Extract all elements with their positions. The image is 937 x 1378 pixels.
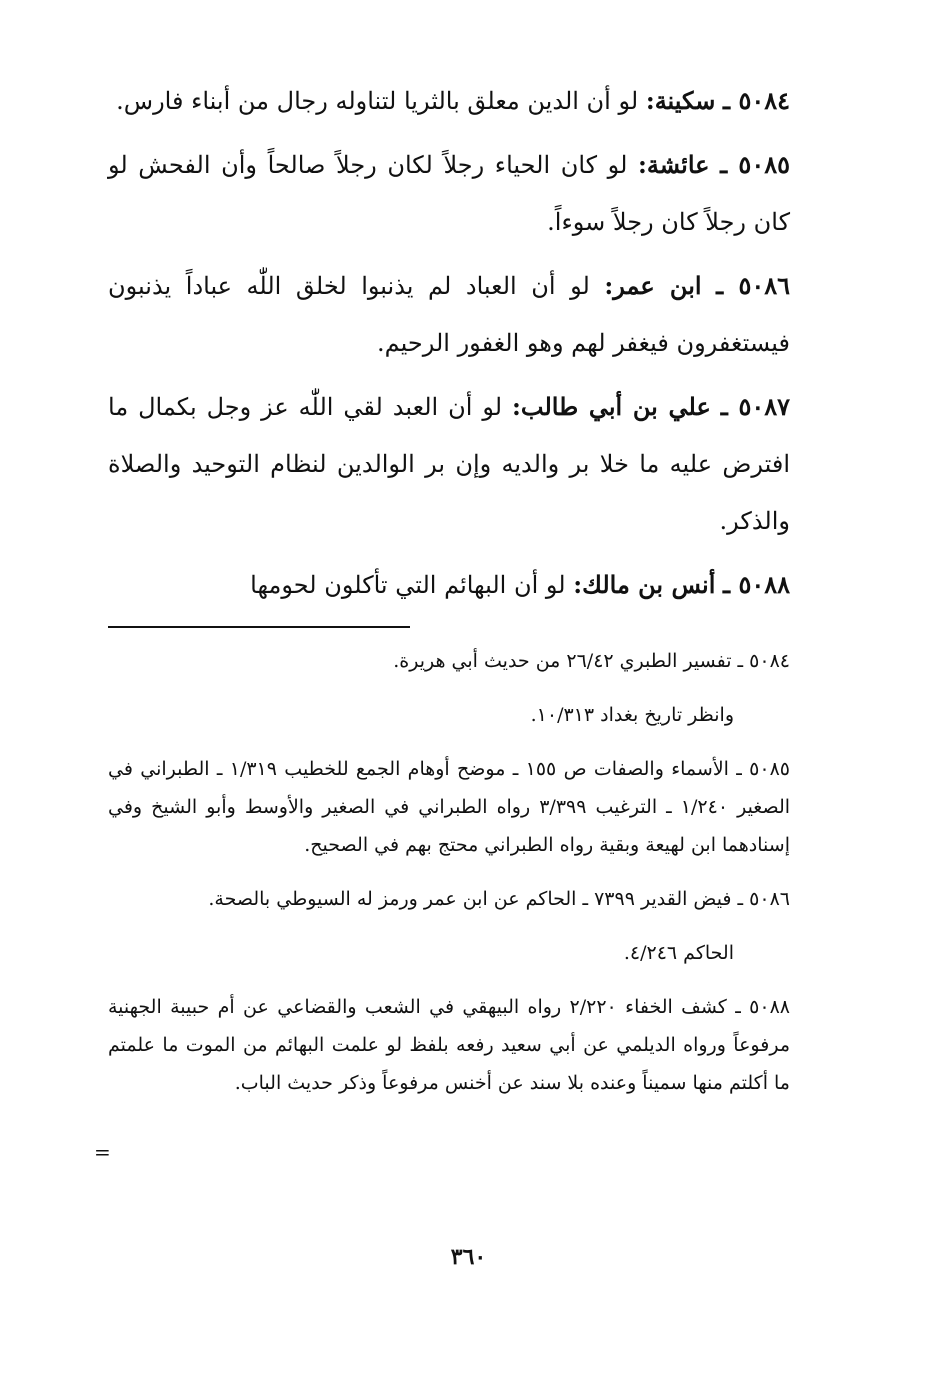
footnote-5084-continuation <box>108 696 790 734</box>
footnote-5084 <box>108 642 790 680</box>
footnote-text: ـ كشف الخفاء ٢/٢٢٠ رواه البيهقي في الشعب والقضاعي عن أم حبيبة الجهنية مرفوعاً ورواه الديلمي عن أبي سعيد رفعه بلفظ لو علمت البهائم من الموت ما علمتم ما أكلتم منها سميناً وعنده بلا سند عن أخنس مرفوعاً وذكر حديث الباب. <box>108 996 790 1094</box>
entry-number: ٥٠٨٥ ـ <box>720 150 790 179</box>
footnotes <box>108 642 790 1102</box>
page-number: ٣٦٠ <box>450 1244 487 1270</box>
footnote-text: ـ تفسير الطبري ٢٦/٤٢ من حديث أبي هريرة. <box>393 650 750 672</box>
footnote-5088 <box>108 988 790 1102</box>
footnote-text: ـ فيض القدير ٧٣٩٩ ـ الحاكم عن ابن عمر ورمز له السيوطي بالصحة. <box>208 888 750 910</box>
entry-text: لو كان الحياء رجلاً لكان رجلاً صالحاً وأن الفحش لو كان رجلاً كان رجلاً سوءاً. <box>108 151 790 236</box>
entry-number: ٥٠٨٨ ـ <box>723 570 790 599</box>
entry-text: لو أن الدين معلق بالثريا لتناوله رجال من أبناء فارس. <box>116 87 646 115</box>
footnote-5086 <box>108 880 790 918</box>
footnote-number: ٥٠٨٨ <box>749 996 790 1018</box>
entry-number: ٥٠٨٧ ـ <box>720 392 790 421</box>
footnote-5086-continuation <box>108 934 790 972</box>
footnote-number: ٥٠٨٥ <box>749 758 790 780</box>
footnote-text: وانظر تاريخ بغداد ١٠/٣١٣. <box>530 704 734 726</box>
entry-number: ٥٠٨٤ ـ <box>723 86 790 115</box>
footnote-number: ٥٠٨٤ <box>749 650 790 672</box>
entry-narrator: علي بن أبي طالب: <box>512 392 711 421</box>
entry-5084 <box>108 72 790 130</box>
entry-narrator: عائشة: <box>638 150 710 179</box>
footnote-5085 <box>108 750 790 864</box>
entry-narrator: أنس بن مالك: <box>573 570 716 599</box>
footnote-text: الحاكم ٤/٢٤٦. <box>623 942 734 964</box>
footnote-number: ٥٠٨٦ <box>749 888 790 910</box>
document-page <box>108 72 790 1118</box>
entry-text: لو أن البهائم التي تأكلون لحومها <box>250 571 574 599</box>
footnote-divider <box>108 626 410 628</box>
entry-narrator: ابن عمر: <box>604 271 702 300</box>
entry-5085 <box>108 136 790 251</box>
entry-narrator: سكينة: <box>645 86 716 115</box>
entry-text: لو أن العباد لم يذنبوا لخلق اللّٰه عباداً يذنبون فيستغفرون فيغفر لهم وهو الغفور الرحيم. <box>108 272 790 357</box>
footnote-text: ـ الأسماء والصفات ص ١٥٥ ـ موضح أوهام الجمع للخطيب ١/٣١٩ ـ الطبراني في الصغير ١/٢٤٠ ـ الترغيب ٣/٣٩٩ رواه الطبراني في الصغير والأوسط وأبو الشيخ وفي إسنادهما ابن لهيعة وبقية رواه الطبراني محتج بهم في الصحيح. <box>108 758 791 856</box>
continuation-mark: = <box>94 1140 111 1164</box>
entry-5088 <box>108 556 790 614</box>
entry-5087 <box>108 378 790 550</box>
main-text <box>108 72 790 614</box>
entry-5086 <box>108 257 790 372</box>
entry-text: لو أن العبد لقي اللّٰه عز وجل بكمال ما افترض عليه ما خلا بر والديه وإن بر الوالدين لنظام التوحيد والصلاة والذكر. <box>108 393 790 535</box>
entry-number: ٥٠٨٦ ـ <box>716 271 790 300</box>
